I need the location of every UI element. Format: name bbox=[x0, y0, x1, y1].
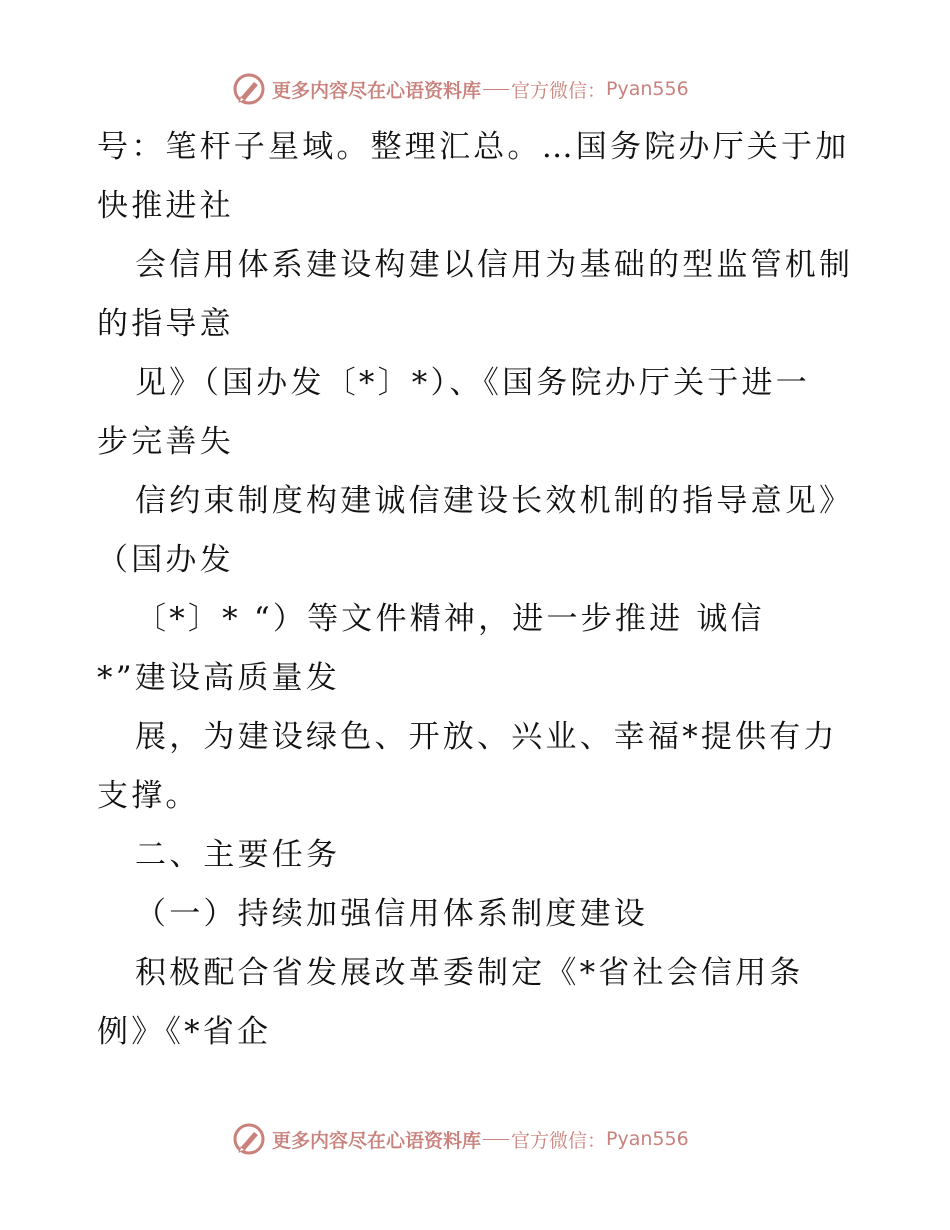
text-line: 〔*〕* “）等文件精神，进一步推进 诚信 bbox=[135, 601, 765, 637]
text-line: 展，为建设绿色、开放、兴业、幸福*提供有力 bbox=[135, 719, 838, 755]
document-body bbox=[97, 118, 857, 1062]
text-line: 积极配合省发展改革委制定《*省社会信用条 bbox=[135, 955, 804, 991]
watermark-wechat-id: Pyan556 bbox=[606, 1128, 689, 1150]
text-line: 会信用体系建设构建以信用为基础的型监管机制 bbox=[135, 247, 854, 283]
text-line: 快推进社 bbox=[97, 188, 234, 224]
watermark-dash bbox=[483, 1139, 509, 1140]
watermark-dash bbox=[483, 89, 509, 90]
pen-in-circle-icon bbox=[232, 72, 266, 106]
text-line: （国办发 bbox=[97, 542, 234, 578]
text-line: 号：笔杆子星域。整理汇总。…国务院办厅关于加 bbox=[97, 129, 850, 165]
watermark-wechat-label: 官方微信： bbox=[511, 1129, 607, 1152]
pen-in-circle-icon bbox=[232, 1122, 266, 1156]
footer-watermark bbox=[232, 1122, 689, 1156]
watermark-wechat-label: 官方微信： bbox=[511, 79, 607, 102]
text-line: 例》《*省企 bbox=[97, 1014, 272, 1050]
text-line: *”建设高质量发 bbox=[97, 660, 340, 696]
watermark-site-text: 更多内容尽在心语资料库 bbox=[272, 1129, 482, 1152]
text-line: 见》（国办发〔*〕*）、《国务院办厅关于进一 bbox=[135, 365, 810, 401]
header-watermark bbox=[232, 72, 689, 106]
subsection-heading: （一）持续加强信用体系制度建设 bbox=[135, 896, 648, 932]
text-line: 步完善失 bbox=[97, 424, 234, 460]
text-line: 支撑。 bbox=[97, 778, 200, 814]
text-line: 的指导意 bbox=[97, 306, 234, 342]
text-line: 信约束制度构建诚信建设长效机制的指导意见》 bbox=[135, 483, 854, 519]
watermark-wechat-id: Pyan556 bbox=[606, 78, 689, 100]
section-heading: 二、主要任务 bbox=[135, 837, 341, 873]
watermark-site-text: 更多内容尽在心语资料库 bbox=[272, 79, 482, 102]
